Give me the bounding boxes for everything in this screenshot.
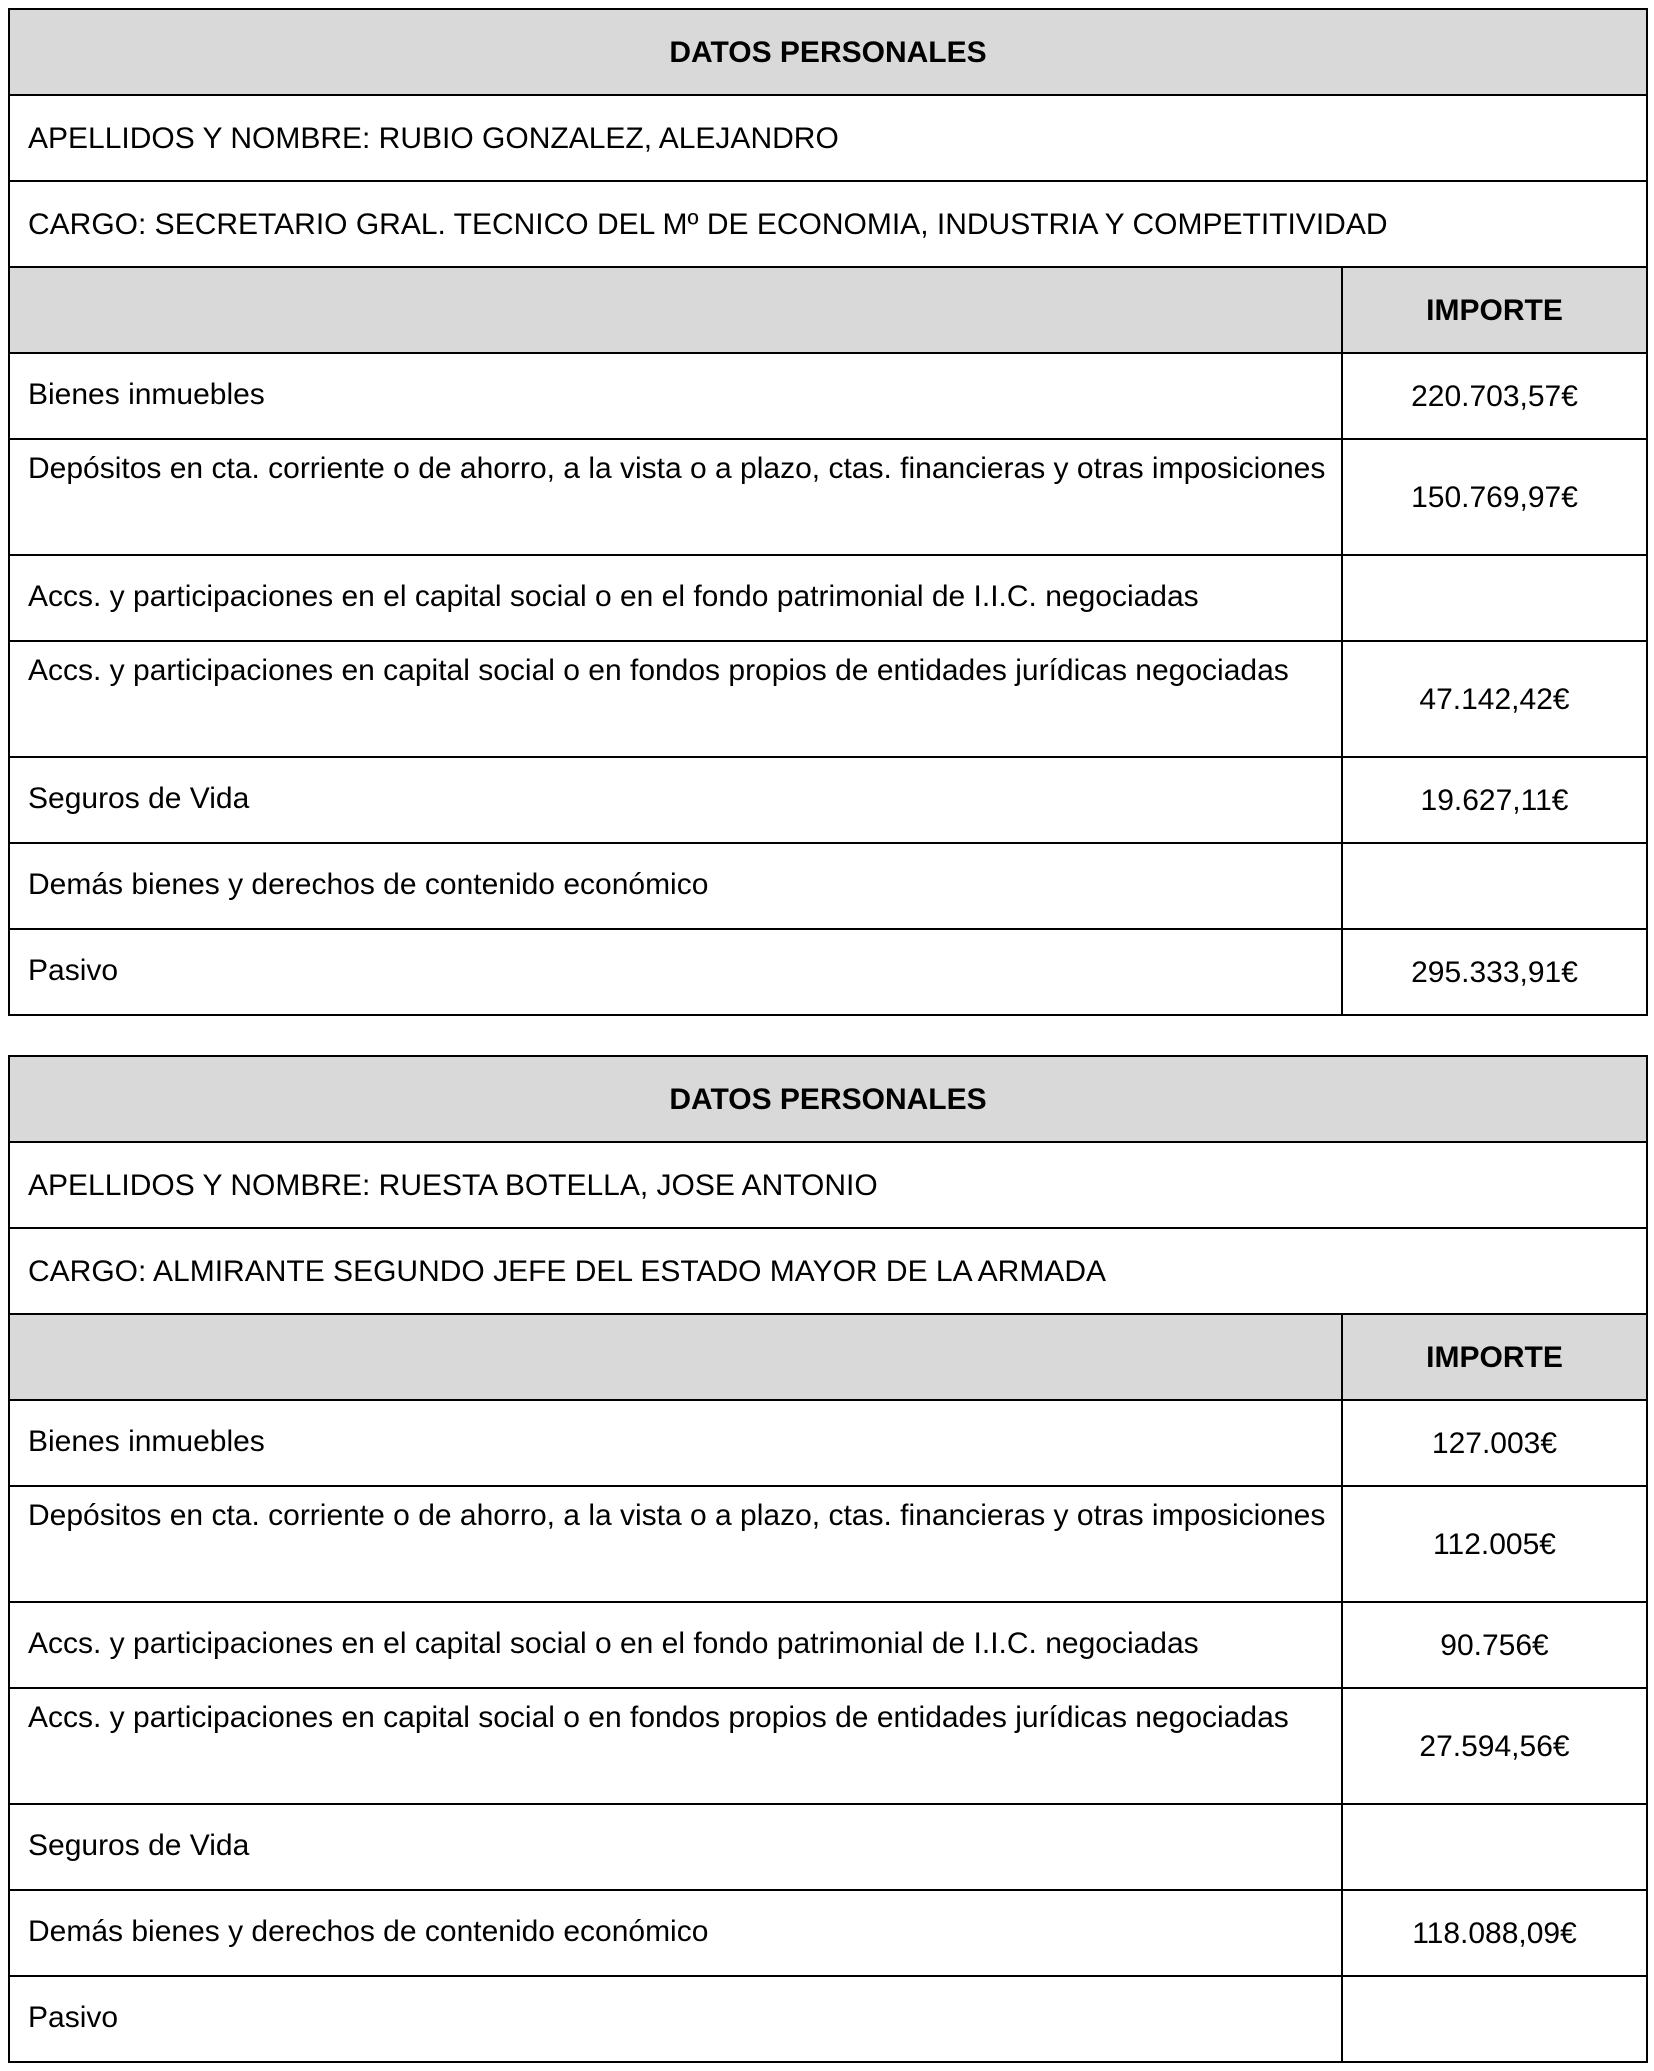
table-row	[9, 439, 1647, 555]
section-title: DATOS PERSONALES	[9, 9, 1647, 95]
table-row	[9, 1486, 1647, 1602]
amount-column-header: IMPORTE	[1342, 1314, 1647, 1400]
row-label: Pasivo	[9, 1976, 1342, 2062]
table-row	[9, 641, 1647, 757]
table-row	[9, 757, 1647, 843]
row-amount: 220.703,57€	[1342, 353, 1647, 439]
position-line: CARGO: SECRETARIO GRAL. TECNICO DEL Mº DE ECONOMIA, INDUSTRIA Y COMPETITIVIDAD	[9, 181, 1647, 267]
row-label: Accs. y participaciones en el capital social o en el fondo patrimonial de I.I.C. negociadas	[9, 1602, 1342, 1688]
row-label: Depósitos en cta. corriente o de ahorro, a la vista o a plazo, ctas. financieras y otras imposiciones	[9, 1486, 1342, 1602]
row-label: Seguros de Vida	[9, 757, 1342, 843]
table-row	[9, 929, 1647, 1015]
row-amount	[1342, 555, 1647, 641]
table-row	[9, 1688, 1647, 1804]
table-row	[9, 1804, 1647, 1890]
name-line: APELLIDOS Y NOMBRE: RUBIO GONZALEZ, ALEJANDRO	[9, 95, 1647, 181]
amount-column-header: IMPORTE	[1342, 267, 1647, 353]
table-row	[9, 1976, 1647, 2062]
table-row	[9, 1400, 1647, 1486]
row-amount: 19.627,11€	[1342, 757, 1647, 843]
row-amount: 27.594,56€	[1342, 1688, 1647, 1804]
row-amount: 150.769,97€	[1342, 439, 1647, 555]
table-row	[9, 353, 1647, 439]
row-label: Demás bienes y derechos de contenido económico	[9, 1890, 1342, 1976]
row-label: Depósitos en cta. corriente o de ahorro, a la vista o a plazo, ctas. financieras y otras imposiciones	[9, 439, 1342, 555]
row-amount	[1342, 1976, 1647, 2062]
table-row	[9, 1890, 1647, 1976]
declaration-table-1	[8, 8, 1648, 1016]
table-row	[9, 1602, 1647, 1688]
row-amount: 127.003€	[1342, 1400, 1647, 1486]
row-amount: 112.005€	[1342, 1486, 1647, 1602]
row-label: Accs. y participaciones en el capital social o en el fondo patrimonial de I.I.C. negociadas	[9, 555, 1342, 641]
row-label: Bienes inmuebles	[9, 1400, 1342, 1486]
label-column-header	[9, 267, 1342, 353]
row-label: Seguros de Vida	[9, 1804, 1342, 1890]
row-label: Accs. y participaciones en capital social o en fondos propios de entidades jurídicas negociadas	[9, 1688, 1342, 1804]
row-amount	[1342, 1804, 1647, 1890]
position-line: CARGO: ALMIRANTE SEGUNDO JEFE DEL ESTADO MAYOR DE LA ARMADA	[9, 1228, 1647, 1314]
section-title: DATOS PERSONALES	[9, 1056, 1647, 1142]
table-row	[9, 555, 1647, 641]
declaration-table-2	[8, 1055, 1648, 2063]
row-amount	[1342, 843, 1647, 929]
row-amount: 295.333,91€	[1342, 929, 1647, 1015]
row-amount: 118.088,09€	[1342, 1890, 1647, 1976]
table-row	[9, 843, 1647, 929]
row-label: Accs. y participaciones en capital social o en fondos propios de entidades jurídicas negociadas	[9, 641, 1342, 757]
row-label: Demás bienes y derechos de contenido económico	[9, 843, 1342, 929]
row-amount: 47.142,42€	[1342, 641, 1647, 757]
row-label: Bienes inmuebles	[9, 353, 1342, 439]
label-column-header	[9, 1314, 1342, 1400]
name-line: APELLIDOS Y NOMBRE: RUESTA BOTELLA, JOSE ANTONIO	[9, 1142, 1647, 1228]
row-label: Pasivo	[9, 929, 1342, 1015]
row-amount: 90.756€	[1342, 1602, 1647, 1688]
